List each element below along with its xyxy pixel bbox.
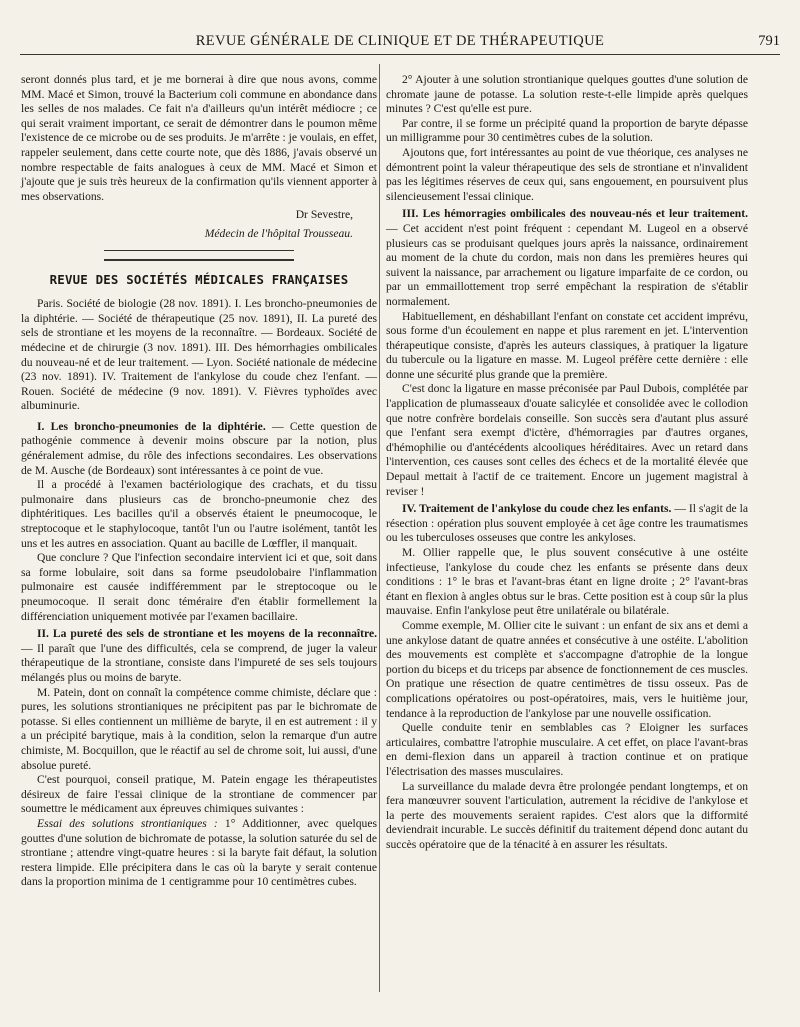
s4-text-1: — Il s'agit de la résection : opération plus souvent employée à cet âge contre les traumatismes ou les tuberculoses osseuses que contre les ankyloses. <box>386 502 748 545</box>
journal-title: REVUE GÉNÉRALE DE CLINIQUE ET DE THÉRAPEUTIQUE <box>195 33 605 49</box>
section-rule <box>104 250 294 251</box>
s4-paragraph-5: La surveillance du malade devra être prolongée pendant longtemps, et on fera manœuvrer souvent l'articulation, autrement la récidive de l'ankylose et la perte des mouvements seraient rapides. C'est alors que la difformité deviendrait incurable. Le succès définitif du traitement dépend donc autant du succès opératoire que de la ténacité à en assurer les résultats. <box>386 779 748 851</box>
intro-paragraph: seront donnés plus tard, et je me bornerai à dire que nous avons, comme MM. Macé et Simon, trouvé la Bacterium coli commune en abondance dans les selles de nos malades. Ce fait n'a d'ailleurs qu'un intérêt médiocre ; ce qui serait vraiment important, ce serait de démontrer dans le poumon même l'existence de ce microbe ou de ses produits. Je m'arrête : je voulais, en effet, rappeler seulement, dans cette courte note, que dès 1886, j'avais observé un nombre respectable de faits analogues à ceux de MM. Macé et Simon et j'ajoute que je suis très heureux de la confirmation qu'ils viennent apporter à mes observations. <box>21 73 377 203</box>
signature-name: Dr Sevestre, <box>295 208 353 222</box>
s2-essai-lead: Essai des solutions strontianiques : <box>37 816 218 830</box>
s2-paragraph-1 <box>21 627 377 685</box>
s1-text-1: — Cette question de pathogénie commence à devenir moins obscure par la notion, plus généralement admise, du rôle des infections secondaires. Les observations de M. Ausche (de Bordeaux) sont intéressantes à ce point de vue. <box>21 419 377 477</box>
r-paragraph-2: Par contre, il se forme un précipité quand la proportion de baryte dépasse un milligramme pour 30 centimètres cubes de la solution. <box>386 116 748 145</box>
running-header <box>20 32 780 55</box>
s4-paragraph-2: M. Ollier rappelle que, le plus souvent consécutive à une ostéite infectieuse, l'ankylose du coude chez les enfants se présente dans deux conditions : 1° le bras et l'avant-bras étant en ligne droite ; 2° l'avant-bras étant en flexion à angles obtus sur le bras. Cette position est à coup sûr la plus mauvaise. Enfin l'ankylose peut être unilatérale ou bilatérale. <box>386 546 748 618</box>
s2-heading: II. La pureté des sels de strontiane et les moyens de la reconnaître. <box>37 627 377 641</box>
summary-paragraph: Paris. Société de biologie (28 nov. 1891). I. Les broncho-pneumonies de la diphtérie. — Société de thérapeutique (25 nov. 1891), II. La pureté des sels de strontiane et les moyens de la reconnaître. — Bordeaux. Société de médecine et de chirurgie (3 nov. 1891). III. Des hémorrhagies ombilicales du nouveau-né et de leur traitement. — Lyon. Société nationale de médecine (23 nov. 1891). IV. Traitement de l'ankylose du coude chez l'enfant. — Rouen. Société de médecine (9 nov. 1891). V. Fièvres typhoïdes avec albuminurie. <box>21 297 377 413</box>
s3-heading: III. Les hémorragies ombilicales des nouveau-nés et leur traitement. <box>402 207 748 221</box>
signature-title: Médecin de l'hôpital Trousseau. <box>204 226 353 240</box>
s2-text-4: 1° Additionner, avec quelques gouttes d'une solution de bichromate de potasse, la solution saturée du sel de strontiane ; attendre vingt-quatre heures : si la baryte fait défaut, la solution restera limpide. Elle précipitera dans le cas où la baryte y serait contenue dans la proportion minima de 1 centigramme pour 10 centimètres cubes. <box>21 816 377 889</box>
page-number: 791 <box>758 33 780 49</box>
s4-paragraph-1 <box>386 502 748 546</box>
s2-paragraph-2: M. Patein, dont on connaît la compétence comme chimiste, déclare que : pures, les solutions strontianiques ne précipitent pas par le bichromate de potasse. Si elles contiennent un millième de baryte, il en est autrement : il y a un précipité barytique, mais à la condition, selon la remarque d'un autre chimiste, M. Bocquillon, que le réactif au sel de chrome soit, lui aussi, d'une absolue pureté. <box>21 685 377 772</box>
s3-text-1: — Cet accident n'est point fréquent : cependant M. Lugeol en a observé plusieurs cas se produisant quelques jours après la naissance, ordinairement au moment de la chute du cordon, mais non dans les premières heures qui suivent la naissance, par arrachement ou ligature imparfaite de ce cordon, ou par un emmaillottement trop serré empêchant la respiration de s'établir normalement. <box>386 221 748 308</box>
s4-paragraph-4: Quelle conduite tenir en semblables cas ? Eloigner les surfaces articulaires, combattre l'atrophie musculaire. A cet effet, on place l'avant-bras en demi-flexion dans un appareil à traction continue et on pratique l'électrisation des masses musculaires. <box>386 721 748 778</box>
s1-paragraph-2: Il a procédé à l'examen bactériologique des crachats, et du tissu pulmonaire dans plusieurs cas de broncho-pneumonie chez des diphtéritiques. Les bacilles qu'il a observés étaient le pneumocoque, le streptocoque et le staphylocoque, tantôt l'un ou l'autre isolément, tantôt les uns et les autres en association. Quant au bacille de Lœffler, il manquait. <box>21 478 377 550</box>
left-column <box>21 73 377 890</box>
section-rule-thick <box>104 259 294 261</box>
section-title: REVUE DES SOCIÉTÉS MÉDICALES FRANÇAISES <box>49 271 349 287</box>
s2-paragraph-4 <box>21 817 377 890</box>
column-divider <box>379 64 380 992</box>
s3-paragraph-2: Habituellement, en déshabillant l'enfant on constate cet accident imprévu, sous forme d'un écoulement en nappe et plus rarement en jet. L'intervention thérapeutique consiste, d'après les auteurs classiques, à pratiquer la ligature du tubercule ou la ligature en masse. M. Lugeol préfère cette dernière : elle donne une sécurité plus grande que la première. <box>386 309 748 381</box>
right-column <box>386 73 748 852</box>
s4-heading: IV. Traitement de l'ankylose du coude chez les enfants. <box>402 502 672 516</box>
s3-paragraph-3: C'est donc la ligature en masse préconisée par Paul Dubois, complétée par l'application de plumasseaux d'ouate salicylée et consolidée avec le collodion que notre confrère bordelais conseille. Son succès sera d'autant plus assuré que l'enfant sera exempt d'ictère, d'hémorragies par d'autres organes, d'hémophilie ou d'antécédents alcooliques héréditaires. Avec un retard dans l'intervention, ces causes sont celles des échecs et de la mortalité élevée que Depaul mettait à l'actif de ce traitement. Encore un jugement magistral à reviser ! <box>386 382 748 498</box>
s1-paragraph-1 <box>21 420 377 478</box>
s2-text-1: — Il paraît que l'une des difficultés, cela se comprend, de juger la valeur thérapeutique de la strontiane, consiste dans l'impureté de ses sels toujours mélangés plus ou moins de baryte. <box>21 641 377 684</box>
s3-paragraph-1 <box>386 207 748 309</box>
s1-paragraph-3: Que conclure ? Que l'infection secondaire intervient ici et que, soit dans sa forme lobulaire, soit dans sa forme pseudolobaire l'inflammation pulmonaire est causée indifféremment par le streptocoque ou le pneumocoque. Il serait donc téméraire d'en établir formellement la différenciation uniquement motivée par l'examen bacillaire. <box>21 551 377 623</box>
s2-paragraph-3: C'est pourquoi, conseil pratique, M. Patein engage les thérapeutistes désireux de faire l'essai clinique de la strontiane de commencer par soumettre le médicament aux épreuves chimiques suivantes : <box>21 773 377 816</box>
r-paragraph-3: Ajoutons que, fort intéressantes au point de vue théorique, ces analyses ne démontrent point la valeur thérapeutique des sels de strontiane et n'invalident pas les légitimes réserves de ceux qui, sans engouement, en poursuivent plus silencieusement l'essai clinique. <box>386 145 748 203</box>
s1-heading: I. Les broncho-pneumonies de la diphtérie. <box>37 419 266 433</box>
s4-paragraph-3: Comme exemple, M. Ollier cite le suivant : un enfant de six ans et demi a une ankylose datant de quatre années et consécutive à une ostéite. L'abolition des mouvements est complète et s'accompagne d'atrophie de la longue portion du biceps et du triceps par absence de fonctionnement de ces muscles. On pratique une résection de quatre centimètres de tissu osseux. Pas de complications opératoires ou post-opératoires, mais, vers le huitième jour, tendance à la reproduction de l'ankylose par une nouvelle ossification. <box>386 618 748 720</box>
r-paragraph-1: 2° Ajouter à une solution strontianique quelques gouttes d'une solution de chromate jaune de potasse. La solution reste-t-elle limpide après quelques minutes ? C'est qu'elle est pure. <box>386 73 748 116</box>
